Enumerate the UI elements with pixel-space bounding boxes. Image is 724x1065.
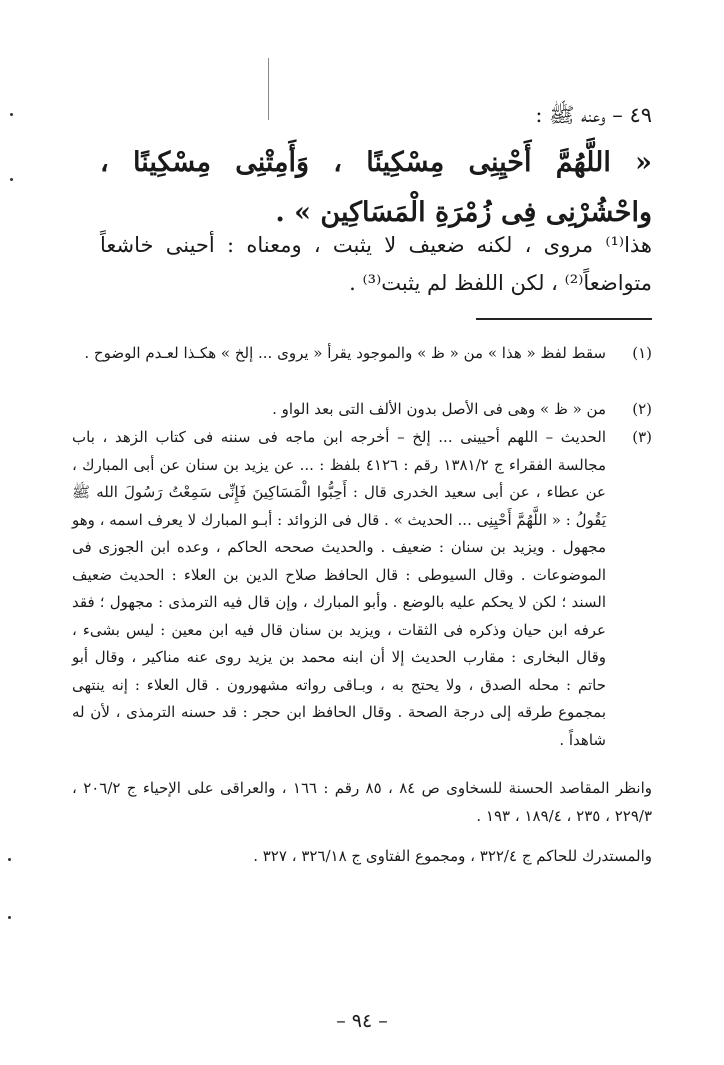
reference-paragraph: والمستدرك للحاكم ج ٣٢٢/٤ ، ومجموع الفتاوى ج ٣٢٦/١٨ ، ٣٢٧ .: [253, 847, 652, 865]
footnote-text: من « ظ » وهى فى الأصل بدون الألف التى بعد الواو .: [272, 400, 606, 418]
hadith-commentary: هذا⁽¹⁾ مروى ، لكنه ضعيف لا يثبت ، ومعناه : أحينى خاشعاً متواضعاً⁽²⁾ ، لكن اللفظ لم يثبت⁽³⁾ .: [100, 233, 652, 295]
footnote-text: سقط لفظ « هذا » من « ظ » والموجود يقرأ « يروى ... إلخ » هكـذا لعـدم الوضوح .: [84, 344, 606, 362]
scan-speck: [10, 178, 13, 181]
footnote-number: (٣): [632, 428, 652, 446]
scan-speck: [10, 113, 13, 116]
footnote-separator: [476, 318, 652, 320]
footnote-1: [72, 340, 652, 368]
scan-speck: [8, 858, 11, 861]
footnote-number: (١): [632, 344, 652, 362]
footnote-2: [72, 396, 652, 424]
hadith-text: « اللَّهُمَّ أَحْيِنِى مِسْكِينًا ، وَأَمِتْنِى مِسْكِينًا ، واحْشُرْنِى فِى زُمْرَةِ الْمَسَاكِين » .: [100, 147, 652, 228]
scan-speck: [8, 916, 11, 919]
hadith-heading: ٤٩ – وعنه ﷺ :: [535, 103, 652, 127]
reference-paragraph: وانظر المقاصد الحسنة للسخاوى ص ٨٤ ، ٨٥ رقم : ١٦٦ ، والعراقى على الإحياء ج ٢٠٦/٢ ، ٢٢٩/٣ ، ٢٣٥ ، ١٨٩/٤ ، ١٩٣ .: [72, 779, 652, 825]
footnote-text: الحديث – اللهم أحيينى ... إلخ – أخرجه ابن ماجه فى سننه فى كتاب الزهد ، باب مجالسة الفقراء ج ١٣٨١/٢ رقم : ٤١٢٦ بلفظ : ... عن يزيد بن سنان عن أبى المبارك ، عن عطاء ، عن أبى سعيد الخدرى قال : أَحِبُّوا الْمَسَاكِينَ فَإِنِّى سَمِعْتُ رَسُولَ الله ﷺ يَقُولُ : « اللَّهُمَّ أَحْيِنِى ... الحديث » . قال فى الزوائد : أبـو المبارك لا يعرف اسمه ، وهو مجهول . ويزيد بن سنان : ضعيف . والحديث صححه الحاكم ، وعده ابن الجوزى فى الموضوعات . وقال السيوطى : قال الحافظ صلاح الدين بن العلاء : الحديث ضعيف السند ؛ لكن لا يحكم عليه بالوضع . وأبو المبارك ، وإن قال فيه الترمذى : مجهول ؛ فقد عرفه ابن حيان وذكره فى الثقات ، ويزيد بن سنان قال فيه ابن معين : ليس بشىء ، وقال البخارى : مقارب الحديث إلا أن ابنه محمد بن يزيد روى عنه مناكير ، وقال أبو حاتم : محله الصدق ، ولا يحتج به ، وبـاقى رواته مشهورون . قال العلاء : إنه ينتهى بمجموع طرقه إلى درجة الصحة . وقال الحافظ ابن حجر : قد حسنه الترمذى ، لأن له شاهداً .: [72, 428, 606, 749]
footnote-number: (٢): [632, 400, 652, 418]
footnote-3: [72, 424, 652, 754]
page-number: – ٩٤ –: [336, 1010, 388, 1032]
